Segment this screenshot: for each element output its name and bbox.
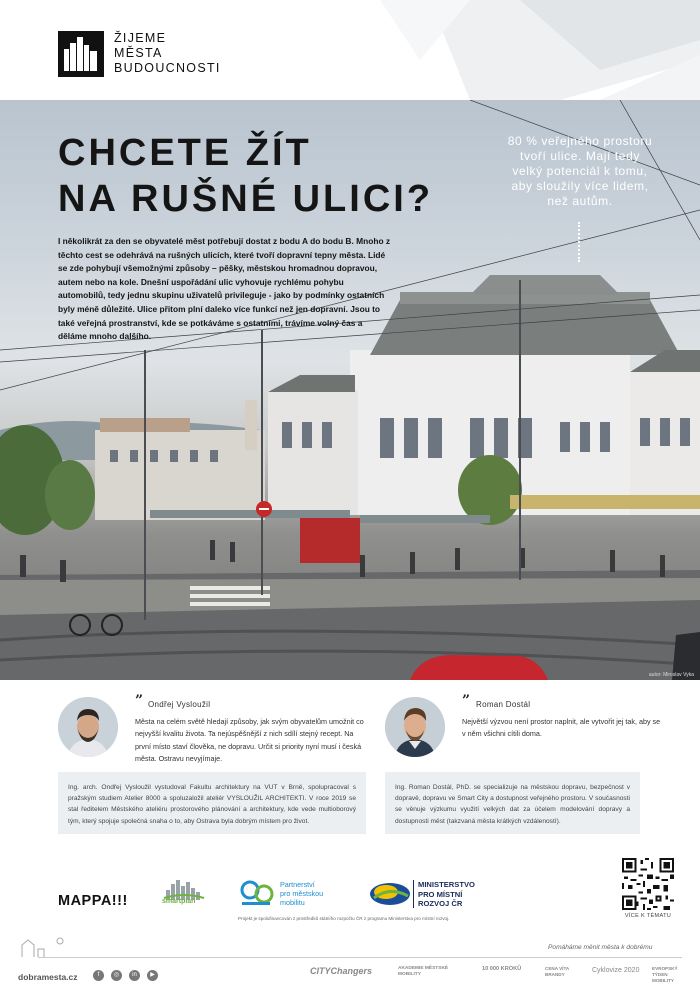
page-title — [58, 130, 433, 222]
funding-note: Projekt je spolufinancován z prostředků státního rozpočtu ČR z programu Ministerstva pro místní rozvoj. — [238, 916, 450, 921]
person-bio: Ing. Roman Dostál, PhD. se specializuje na městskou dopravu, bezpečnost v dopravě, dopravu ve Smart City a dostupnost veřejného prostoru. V současnosti se věnuje výzkumu využití velkých dat za účelem modelování dopravy a dostupnosti měst (takzvaná města krátkých vzdáleností). — [385, 772, 640, 834]
youtube-icon[interactable]: ▶ — [147, 970, 158, 981]
akademie-logo[interactable]: AKADEMIE MĚSTSKÉ MOBILITY — [398, 966, 449, 977]
qr-code-icon[interactable] — [622, 858, 674, 910]
vita-brandy-logo[interactable]: CENA VÍTA BRANDY — [545, 966, 570, 977]
partnerstvi-line-1: Partnerství — [280, 880, 315, 889]
facebook-icon[interactable]: f — [93, 970, 104, 981]
quote-mark-icon: ” — [135, 693, 144, 709]
headline-line-1: CHCETE ŽÍT — [58, 132, 312, 174]
person-bio: Ing. arch. Ondřej Vysloužil vystudoval Fakultu architektury na VUT v Brně, spolupracoval s pražským studiem Atelier 8000 a spoluzaložil ateliér VYSLOUŽIL ARCHITEKTI. V roce 2019 se stal ředitelem Městského ateliéru prostorového plánování a architektury, kde vede multioborový tým, který spojuje společná snaha o to, aby Ostrava byla dobrým místem pro život. — [58, 772, 366, 834]
photo-credit: autor: Miroslav Vyka — [648, 672, 694, 678]
smartplan-logo[interactable]: smartplan — [162, 898, 196, 905]
quote-line-4: aby sloužily více lidem, — [511, 179, 649, 193]
quote-divider — [578, 222, 580, 262]
quote-line-3: velký potenciál k tomu, — [512, 164, 648, 178]
tyden-mobility-logo[interactable]: EVROPSKÝ TÝDEN MOBILITY — [652, 966, 678, 983]
website-link[interactable]: dobramesta.cz — [18, 972, 78, 982]
brand-logo[interactable] — [58, 31, 221, 77]
qr-label: VÍCE K TÉMATU — [624, 913, 672, 919]
partnerstvi-line-2: pro městskou — [280, 889, 324, 898]
partnerstvi-logo[interactable] — [280, 880, 323, 907]
person-name: Roman Dostál — [476, 700, 531, 709]
person-name: Ondřej Vysloužil — [148, 700, 211, 709]
brand-line-1: ŽIJEME — [114, 31, 167, 45]
partnerstvi-logo-icon — [240, 878, 276, 908]
citychangers-logo[interactable]: CITYChangers — [310, 966, 373, 976]
brand-line-2: MĚSTA — [114, 46, 163, 60]
ministry-divider — [413, 880, 414, 908]
ministry-line-1: MINISTERSTVO — [418, 880, 475, 889]
person-statement: Největší výzvou není prostor naplnit, ale vytvořit jej tak, aby se v něm všichni cítili doma. — [462, 717, 661, 739]
brand-line-3: BUDOUCNOSTI — [114, 61, 221, 75]
header — [0, 0, 700, 100]
brand-name — [114, 31, 221, 76]
ministry-line-2: PRO MÍSTNÍ — [418, 889, 463, 899]
partnerstvi-line-3: mobilitu — [280, 898, 305, 907]
cyklovize-logo[interactable]: Cyklovize 2020 — [592, 967, 640, 974]
instagram-icon[interactable]: ◎ — [111, 970, 122, 981]
linkedin-icon[interactable]: in — [129, 970, 140, 981]
ministry-logo-icon — [368, 880, 412, 908]
highlight-quote — [480, 134, 680, 209]
footer-divider — [38, 957, 682, 958]
quote-line-2: tvoří ulice. Mají tedy — [520, 149, 640, 163]
city-logo-icon — [58, 31, 104, 77]
person-statement: Města na celém světě hledají způsoby, jak svým obyvatelům umožnit co nejvyšší kvalitu života. Ta nejúspěšnější z nich sdílí stejný recept. Na první místo staví člověka, ne dopravu. Určit si priority nyní musí i česká města. Ostravu nevyjímaje. — [135, 717, 364, 764]
intro-paragraph: I několikrát za den se obyvatelé měst potřebují dostat z bodu A do bodu B. Mnoho z těchto cest se odehrává na rušných ulicích, které tvoří dopravní tepny města. Lidé se zde pohybují všemožnými způsoby – pěšky, městskou hromadnou dopravou, autem nebo na kole. Dnešní uspořádání ulic vyhovuje rychlému pohybu automobilů, tedy jednu skupinu uživatelů privileguje - jako by podmínky ostatních byly méně důležité. Ulice přitom plní daleko více funkcí než jen dopravní. Jsou to také veřejná prostranství, kde se potkáváme s ostatními, trávíme volný čas a děláme mnoho dalšího. — [58, 236, 391, 342]
house-doodle-icon — [20, 935, 70, 959]
smartplan-logo-icon — [162, 876, 206, 912]
mappa-logo[interactable]: MAPPA!!! — [58, 893, 128, 909]
quote-line-1: 80 % veřejného prostoru — [507, 134, 653, 148]
headline-line-2: NA RUŠNÉ ULICI? — [58, 178, 434, 220]
ministry-line-3: ROZVOJ ČR — [418, 899, 463, 908]
footer-motto: Pomáháme měnit města k dobrému — [548, 944, 653, 951]
avatar — [385, 697, 445, 757]
kroku-logo[interactable]: 10 000 KROKŮ — [482, 966, 522, 972]
quote-mark-icon: ” — [462, 693, 471, 709]
ministry-logo[interactable] — [418, 880, 475, 909]
quote-line-5: než autům. — [547, 194, 613, 208]
avatar — [58, 697, 118, 757]
